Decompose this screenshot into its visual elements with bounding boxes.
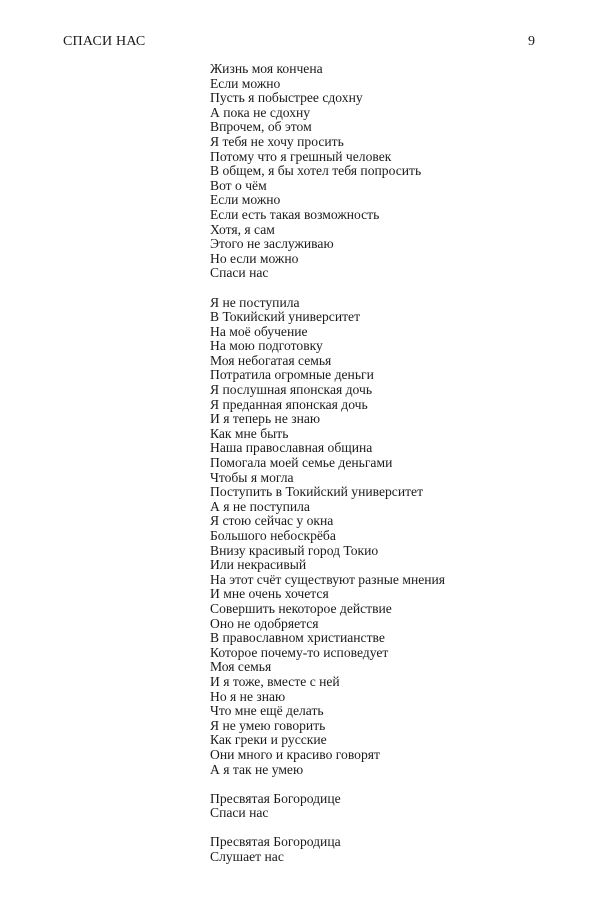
poem-line: Но я не знаю (210, 688, 286, 704)
poem-line: Внизу красивый город Токио (210, 542, 379, 558)
poem-line: Моя семья (210, 659, 272, 675)
poem-line: Как мне быть (210, 425, 289, 441)
poem-line: Если есть такая возможность (210, 206, 380, 222)
poem-line: На мою подготовку (210, 338, 323, 354)
poem-line: Вот о чём (210, 177, 267, 193)
poem-line: Наша православная община (210, 440, 373, 456)
poem-line: Слушает нас (210, 849, 284, 865)
poem-line: Я послушная японская дочь (210, 382, 373, 398)
poem-line: Жизнь моя кончена (210, 61, 323, 76)
poem-line: Моя небогатая семья (210, 352, 332, 368)
poem-line: Я тебя не хочу просить (210, 133, 344, 149)
poem-line: Пусть я побыстрее сдохну (210, 90, 363, 106)
poem-line: И я теперь не знаю (210, 411, 321, 427)
poem-line: А пока не сдохну (210, 104, 311, 120)
poem-line: И мне очень хочется (210, 586, 329, 602)
poem-line: Если можно (210, 75, 281, 91)
poem-body (210, 62, 445, 879)
stanza (210, 835, 445, 864)
poem-line: А я не поступила (210, 498, 310, 514)
poem-line: Спаси нас (210, 805, 269, 821)
poem-line: Оно не одобряется (210, 615, 319, 631)
poem-line: И я тоже, вместе с ней (210, 673, 340, 689)
poem-line: Чтобы я могла (210, 469, 294, 485)
poem-line: Которое почему-то исповедует (210, 644, 389, 660)
poem-line: В православном христианстве (210, 630, 385, 646)
poem-line: Большого небоскрёба (210, 528, 336, 543)
poem-line: Впрочем, об этом (210, 119, 312, 135)
poem-line: Потратила огромные деньги (210, 367, 374, 383)
poem-line: Помогала моей семье деньгами (210, 455, 393, 471)
poem-line: Хотя, я сам (210, 221, 275, 237)
poem-line: На моё обучение (210, 323, 308, 339)
poem-line: Я преданная японская дочь (210, 396, 368, 412)
poem-line: Если можно (210, 192, 281, 208)
poem-line: Спаси нас (210, 265, 269, 281)
poem-line: Они много и красиво говорят (210, 746, 380, 762)
poem-line: Я не умею говорить (210, 717, 326, 733)
poem-line: Совершить некоторое действие (210, 600, 392, 616)
poem-line: А я так не умею (210, 761, 304, 777)
poem-line: Я стою сейчас у окна (210, 513, 334, 529)
poem-line: Или некрасивый (210, 557, 307, 573)
running-head: СПАСИ НАС (63, 34, 146, 49)
stanza (210, 296, 445, 778)
poem-line: Пресвятая Богородице (210, 790, 341, 806)
poem-line: Потому что я грешный человек (210, 148, 392, 164)
poem-line: Но если можно (210, 250, 299, 266)
stanza (210, 792, 445, 821)
poem-line: Я не поступила (210, 294, 300, 310)
poem-line: Поступить в Токийский университет (210, 484, 424, 500)
stanza (210, 62, 445, 281)
poem-line: Этого не заслуживаю (210, 236, 334, 252)
poem-line: Что мне ещё делать (210, 703, 324, 719)
poem-line: На этот счёт существуют разные мнения (210, 571, 446, 587)
page-number: 9 (528, 34, 535, 49)
poem-line: В Токийский университет (210, 309, 361, 325)
poem-line: В общем, я бы хотел тебя попросить (210, 163, 422, 179)
poem-line: Пресвятая Богородица (210, 834, 341, 850)
poem-line: Как греки и русские (210, 732, 327, 748)
